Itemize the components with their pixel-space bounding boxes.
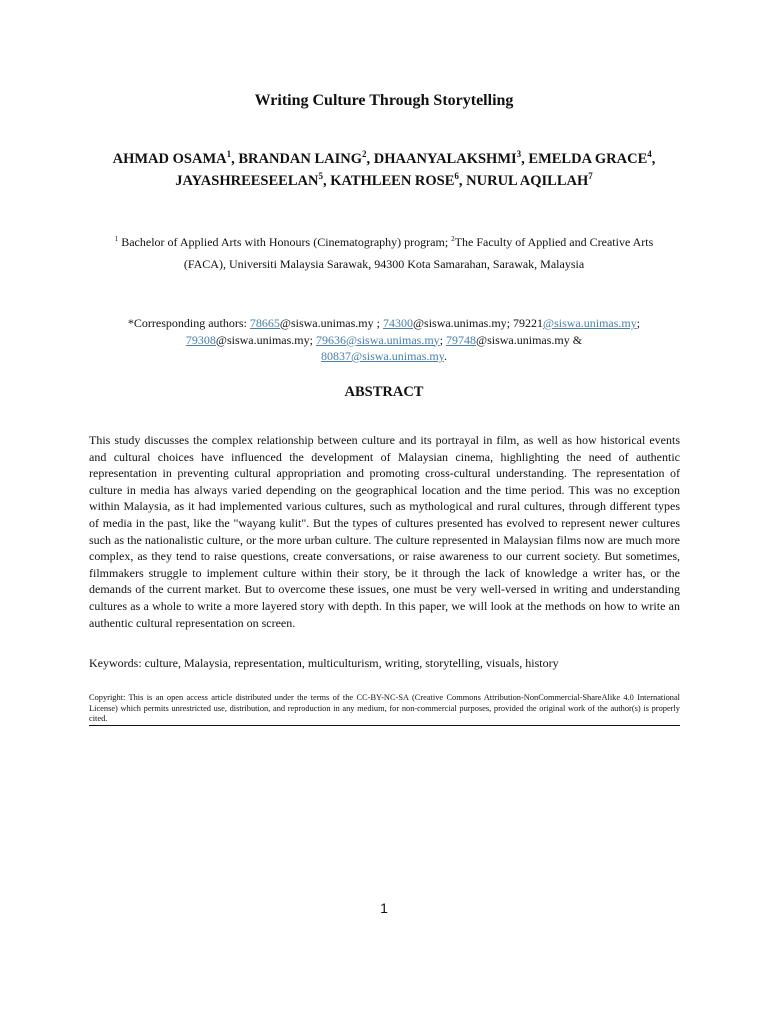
email-separator: &	[569, 332, 583, 347]
email-separator: .	[443, 349, 447, 363]
email-separator: ;	[373, 316, 383, 330]
affiliation-text: Bachelor of Applied Arts with Honours (Cinematography) program;	[118, 235, 452, 249]
email-link[interactable]: @siswa.unimas.my	[543, 316, 637, 330]
author-affiliation-number: 4	[647, 149, 652, 160]
email-domain: @siswa.unimas.my	[412, 316, 507, 330]
email-domain: @siswa.unimas.my	[279, 316, 374, 330]
author-separator: ,	[231, 151, 239, 167]
email-link[interactable]: 80837@siswa.unimas.my	[321, 349, 444, 363]
affiliation-text: The Faculty of Applied and Creative Arts (FACA), Universiti Malaysia Sarawak, 94300 Kota Samarahan, Sarawak, Malaysia	[183, 235, 654, 271]
author-name: JAYASHREESEELAN	[175, 173, 319, 189]
divider-rule	[89, 725, 680, 726]
author-affiliation-number: 7	[588, 171, 593, 182]
keywords: Keywords: culture, Malaysia, representation, multiculturism, writing, storytelling, visuals, history	[89, 656, 559, 670]
author-affiliation-number: 2	[362, 149, 367, 160]
email-separator: ;	[506, 316, 514, 330]
author-affiliation-number: 5	[318, 171, 323, 182]
author-separator: ,	[521, 151, 529, 167]
corresponding-label: *Corresponding authors:	[127, 316, 250, 330]
author-name: KATHLEEN ROSE	[330, 173, 455, 189]
corresponding-authors	[100, 315, 668, 365]
page-number: 1	[380, 900, 388, 916]
email-separator: ;	[636, 316, 641, 330]
email-domain: @siswa.unimas.my	[476, 332, 570, 347]
email-link[interactable]: 79748	[446, 332, 477, 347]
author-name: DHAANYALAKSHMI	[373, 151, 517, 167]
copyright-notice: Copyright: This is an open access article distributed under the terms of the CC-BY-NC-SA (Creative Commons Attribution-NonCommercial-ShareAlike 4.0 International License) which permits unrestricted use, distribution, and reproduction in any medium, for non-commercial purposes, provided the original work of the author(s) is properly cited.	[89, 693, 680, 723]
author-name: BRANDAN LAING	[238, 151, 363, 167]
email-link[interactable]: 74300	[382, 316, 413, 330]
email-id: 79221	[513, 316, 544, 330]
email-separator: ;	[439, 332, 447, 347]
affiliation-number: 2	[451, 235, 455, 243]
author-list	[60, 148, 708, 192]
abstract-heading: ABSTRACT	[344, 384, 424, 400]
author-name: EMELDA GRACE	[528, 151, 648, 167]
email-domain: @siswa.unimas.my	[215, 332, 310, 347]
author-separator: ,	[366, 151, 374, 167]
email-link[interactable]: 79308	[185, 332, 216, 347]
paper-title: Writing Culture Through Storytelling	[254, 92, 514, 109]
abstract-text: This study discusses the complex relationship between culture and its portrayal in film, as well as how historical events and cultural choices have influenced the development of Malaysian cinema, highlighting the need of authentic representation in preventing cultural appropriation and promoting cross-cultural understanding. The representation of culture in media has always varied depending on the geographical location and the time period. This was no exception within Malaysia, as it had implemented various cultures, such as mythological and rural cultures, through different types of media in the past, like the "wayang kulit". But the types of cultures presented has evolved to represent newer cultures such as the nationalistic culture, or the more urban culture. The culture represented in Malaysian films now are much more complex, as they tend to raise questions, create conversations, or raise awareness to our current society. But sometimes, filmmakers struggle to implement culture within their story, be it through the lack of knowledge a writer has, or the demands of the current market. But to overcome these issues, one must be very well-versed in writing and understanding cultures as a whole to write a more layered story with depth. In this paper, we will look at the methods on how to write an authentic cultural representation on screen.	[89, 433, 680, 630]
author-affiliation-number: 6	[454, 171, 459, 182]
author-name: NURUL AQILLAH	[466, 173, 589, 189]
author-separator: ,	[322, 173, 331, 189]
author-separator: ,	[458, 173, 467, 189]
affiliation-number: 1	[114, 235, 119, 243]
email-link[interactable]: 79636@siswa.unimas.my	[315, 332, 440, 347]
email-separator: ;	[309, 332, 316, 347]
author-separator: ,	[651, 151, 656, 167]
author-affiliation-number: 1	[226, 149, 232, 160]
author-affiliation-number: 3	[516, 149, 522, 160]
author-name: AHMAD OSAMA	[112, 151, 227, 167]
email-link[interactable]: 78665	[249, 316, 280, 330]
affiliation	[95, 231, 673, 275]
